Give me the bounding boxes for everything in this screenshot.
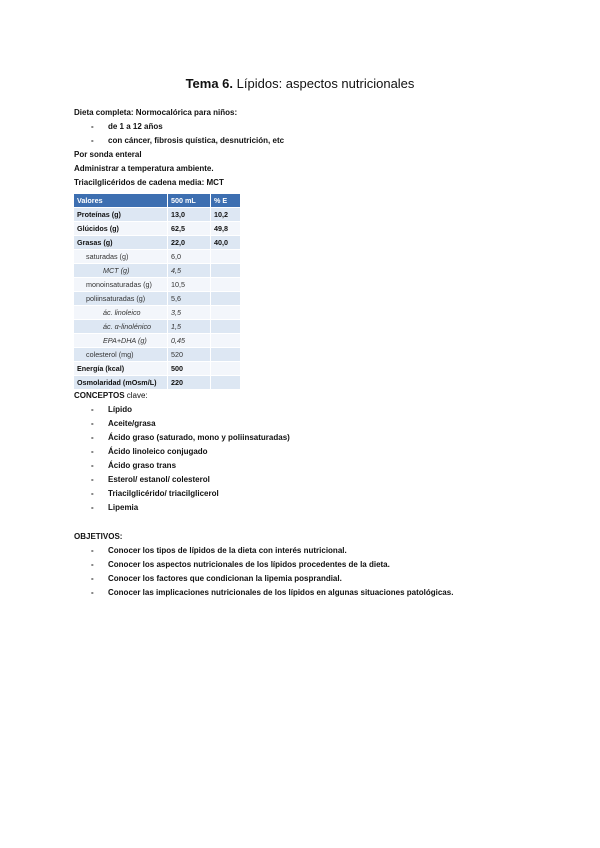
conceptos-block [74,389,290,515]
objetivos-heading: OBJETIVOS: [74,532,123,541]
list-item: - Triacilglicérido/ triacilglicerol [91,489,219,498]
list-item: - Lipemia [91,503,139,512]
title-bold: Tema 6. [185,76,234,91]
conceptos-heading: CONCEPTOS clave: [74,391,148,400]
title-rest: Lípidos: aspectos nutricionales [233,76,415,91]
intro-line-2: Por sonda enteral [74,150,142,159]
list-item: - Conocer los aspectos nutricionales de los lípidos procedentes de la dieta. [91,560,390,569]
list-item: - Conocer los factores que condicionan la lipemia posprandial. [91,574,342,583]
table-header-row [74,194,241,208]
table-row: Proteínas (g) 13,0 10,2 [74,208,241,222]
table-row: ác. linoleico 3,5 [74,306,241,320]
list-item: - Ácido linoleico conjugado [91,447,208,456]
table-row: Grasas (g) 22,0 40,0 [74,236,241,250]
header-cell: Valores [74,194,168,208]
list-item: - Conocer las implicaciones nutricionales de los lípidos en algunas situaciones patológicas. [91,588,454,597]
table-row: Glúcidos (g) 62,5 49,8 [74,222,241,236]
list-item: - Aceite/grasa [91,419,156,428]
nutrition-table [73,193,241,390]
intro-line-1: Dieta completa: Normocalórica para niños: [74,108,238,117]
objetivos-block [74,530,453,600]
list-item: - Esterol/ estanol/ colesterol [91,475,210,484]
list-item: - Lípido [91,405,132,414]
list-item: - Conocer los tipos de lípidos de la dieta con interés nutricional. [91,546,347,555]
intro-bullet: - con cáncer, fibrosis quística, desnutrición, etc [91,136,285,145]
intro-block [74,106,284,190]
header-cell: 500 mL [168,194,211,208]
list-item: - Ácido graso trans [91,461,177,470]
table-row: monoinsaturadas (g) 10,5 [74,278,241,292]
page-title [0,76,600,91]
table-row: MCT (g) 4,5 [74,264,241,278]
intro-line-3: Administrar a temperatura ambiente. [74,164,214,173]
table-row: poliinsaturadas (g) 5,6 [74,292,241,306]
table-row: Energía (kcal) 500 [74,362,241,376]
intro-line-4: Triacilglicéridos de cadena media: MCT [74,178,224,187]
table-row: colesterol (mg) 520 [74,348,241,362]
header-cell: % E [211,194,241,208]
table-row: EPA+DHA (g) 0,45 [74,334,241,348]
intro-bullet: - de 1 a 12 años [91,122,163,131]
table-row: Osmolaridad (mOsm/L) 220 [74,376,241,390]
table-row: ác. α-linolénico 1,5 [74,320,241,334]
list-item: - Ácido graso (saturado, mono y poliinsaturadas) [91,433,290,442]
table-row: saturadas (g) 6,0 [74,250,241,264]
